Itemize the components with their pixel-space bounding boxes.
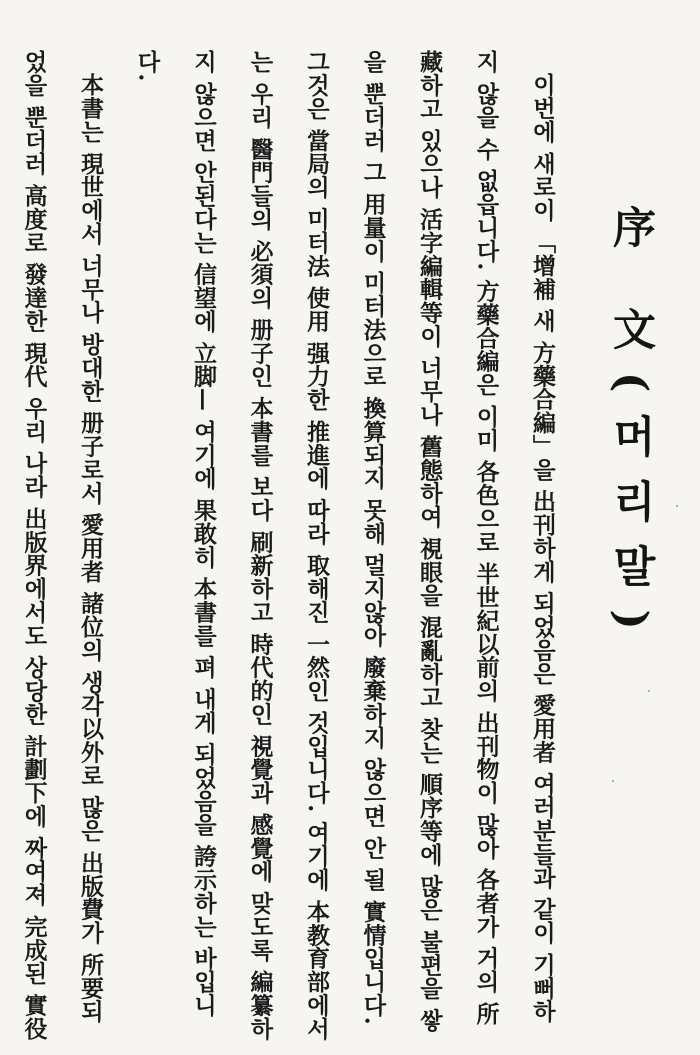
page-title: 序 文(머리말) <box>606 205 656 652</box>
scan-speck <box>676 505 678 507</box>
scan-speck <box>612 780 614 782</box>
scan-speck <box>648 690 650 692</box>
paragraph-1: 이번에 새로이 「增補 새 方藥合編」을 出刊하게 되었음은 愛用者 여러분들과 같이 기뻐하지 않을 수 없읍니다. 方藥合編은 이미 各色으로 半世紀以前의 出刊物이 많아 各者가 거의 所藏하고 있으나 活字編輯等이 너무나 舊態하여 視眼을 混亂하고 찾는 順序等에 많은 불편을 쌓을 뿐더러 그 用量이 미터法으로 換算되지 못해 멀지않아 廢棄하지 않으면 안 될 實情입니다. 그것은 當局의 미터法 使用 强力한 推進에 따라 取해진 一然인 것입니다. 여기에 本教育部에서는 우리 醫門들의 必須의 册子인 本書를 보다 刷新하고 時代的인 視覺과 感覺에 맞도록 編纂하지 않으면 안된다는 信望에 立脚— 여기에 果敢히 本書를 펴 내게 되었음을 誇示하는 바입니다. <box>133 50 556 1041</box>
body-text <box>10 50 570 1045</box>
paragraph-2: 本書는 現世에서 너무나 방대한 册子로서 愛用者 諸位의 생각以外로 많은 出版費가 所要되었을 뿐더러 高度로 發達한 現代 우리 나라 出版界에서도 상당한 計劃下에 짜여져 完成된 實役 <box>20 50 104 1041</box>
